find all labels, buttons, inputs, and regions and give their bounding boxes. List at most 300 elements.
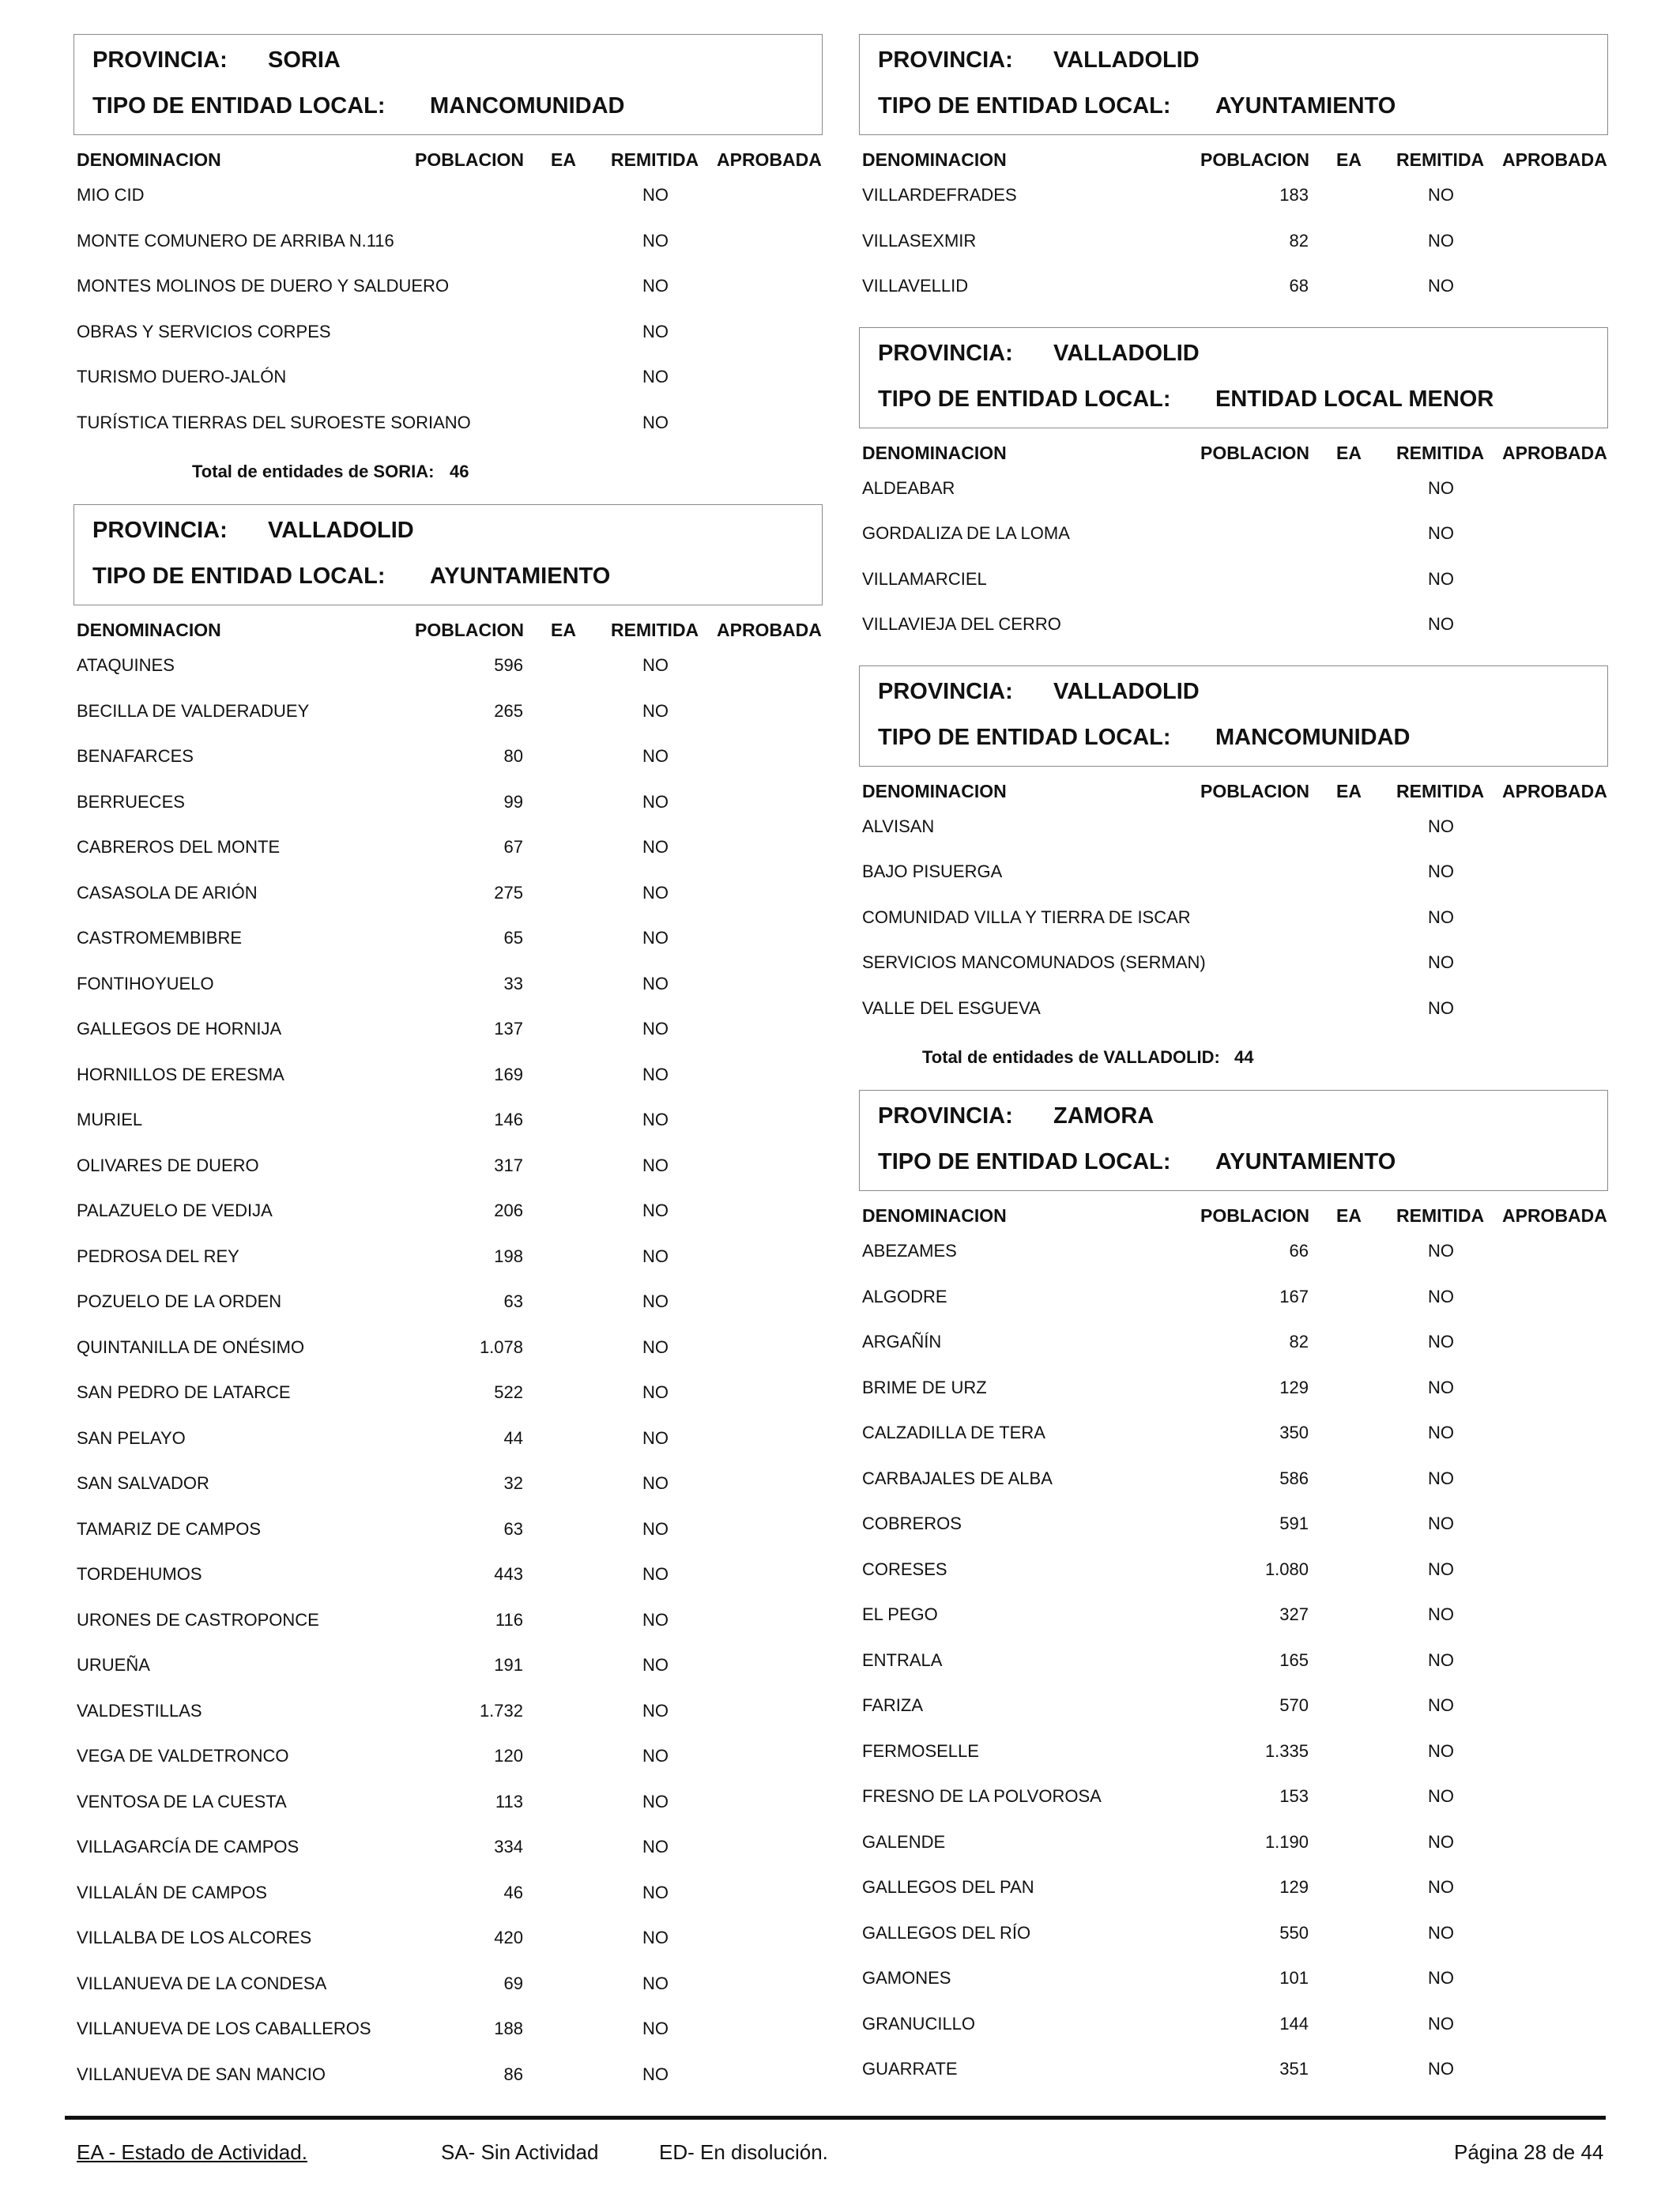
row-remitida: NO: [1428, 952, 1454, 972]
row-poblacion: 570: [1279, 1695, 1309, 1715]
tipo-line: [92, 564, 611, 590]
col-ea: EA: [1336, 442, 1362, 463]
row-poblacion: 169: [494, 1064, 523, 1084]
table-row: [859, 519, 1608, 565]
provincia-line: [878, 678, 1200, 705]
table-row: [73, 1106, 823, 1152]
row-remitida: NO: [642, 973, 669, 993]
row-poblacion: 550: [1279, 1922, 1309, 1943]
row-denominacion: ATAQUINES: [77, 655, 175, 675]
table-row: [73, 742, 823, 788]
row-poblacion: 188: [494, 2019, 523, 2038]
row-remitida: NO: [1428, 2059, 1454, 2079]
row-denominacion: GALLEGOS DE HORNIJA: [77, 1019, 282, 1039]
tipo-label: TIPO DE ENTIDAD LOCAL:: [878, 386, 1171, 412]
row-remitida: NO: [642, 1564, 669, 1584]
tipo-label: TIPO DE ENTIDAD LOCAL:: [878, 1149, 1171, 1174]
table-row: [73, 409, 823, 454]
row-remitida: NO: [642, 791, 669, 812]
provincia-line: [92, 518, 414, 544]
col-denominacion: DENOMINACION: [77, 149, 221, 170]
table-row: [73, 1879, 823, 1924]
col-remitida: REMITIDA: [611, 149, 699, 170]
row-remitida: NO: [642, 1473, 669, 1493]
col-denominacion: DENOMINACION: [77, 620, 221, 640]
row-denominacion: OLIVARES DE DUERO: [77, 1155, 259, 1175]
row-denominacion: SERVICIOS MANCOMUNADOS (SERMAN): [862, 952, 1206, 972]
table-row: [73, 651, 823, 697]
provincia-value: VALLADOLID: [268, 518, 414, 543]
row-poblacion: 165: [1279, 1649, 1309, 1670]
row-remitida: NO: [1428, 1423, 1454, 1442]
row-remitida: NO: [642, 1110, 669, 1129]
row-remitida: NO: [642, 1973, 669, 1993]
row-remitida: NO: [1428, 1786, 1454, 1806]
provincia-value: VALLADOLID: [1053, 678, 1200, 704]
row-denominacion: ENTRALA: [862, 1649, 943, 1670]
row-remitida: NO: [1428, 477, 1454, 498]
tipo-value: MANCOMUNIDAD: [430, 93, 625, 119]
footer-ea-legend: EA - Estado de Actividad.: [77, 2140, 307, 2164]
row-denominacion: BAJO PISUERGA: [862, 861, 1003, 881]
col-remitida: REMITIDA: [1396, 780, 1485, 801]
row-poblacion: 66: [1289, 1241, 1309, 1261]
row-poblacion: 167: [1279, 1286, 1309, 1306]
table-row: [859, 1237, 1608, 1283]
table-row: [73, 833, 823, 879]
row-denominacion: COBREROS: [862, 1514, 962, 1533]
col-denominacion: DENOMINACION: [862, 442, 1007, 463]
table-row: [73, 1061, 823, 1106]
table-row: [859, 1283, 1608, 1329]
row-remitida: NO: [642, 882, 669, 903]
table-row: [73, 879, 823, 925]
row-denominacion: GORDALIZA DE LA LOMA: [862, 523, 1070, 543]
row-remitida: NO: [642, 1655, 669, 1675]
row-denominacion: TURÍSTICA TIERRAS DEL SUROESTE SORIANO: [77, 412, 471, 432]
section-total: [859, 1039, 1608, 1080]
row-remitida: NO: [642, 2019, 669, 2038]
row-remitida: NO: [642, 1291, 669, 1311]
tipo-value: MANCOMUNIDAD: [1215, 724, 1411, 750]
section-total: [73, 454, 823, 495]
row-denominacion: FERMOSELLE: [862, 1740, 979, 1761]
col-remitida: REMITIDA: [611, 620, 699, 640]
row-denominacion: VILLANUEVA DE SAN MANCIO: [77, 2064, 326, 2084]
provincia-value: VALLADOLID: [1053, 340, 1200, 366]
col-remitida: REMITIDA: [1396, 442, 1485, 463]
row-poblacion: 46: [503, 1882, 523, 1902]
table-row: [859, 994, 1608, 1040]
row-poblacion: 350: [1279, 1423, 1309, 1442]
col-ea: EA: [551, 149, 576, 170]
row-denominacion: VILLARDEFRADES: [862, 185, 1017, 205]
row-remitida: NO: [642, 1791, 669, 1811]
row-remitida: NO: [1428, 1831, 1454, 1852]
tipo-label: TIPO DE ENTIDAD LOCAL:: [92, 564, 386, 589]
row-remitida: NO: [642, 230, 669, 251]
row-poblacion: 317: [494, 1155, 523, 1175]
column-headers: [859, 1191, 1608, 1237]
col-poblacion: POBLACION: [1200, 442, 1309, 463]
row-poblacion: 146: [494, 1110, 523, 1129]
row-remitida: NO: [642, 1155, 669, 1175]
row-poblacion: 101: [1279, 1968, 1309, 1988]
row-remitida: NO: [642, 1064, 669, 1084]
row-remitida: NO: [642, 1700, 669, 1721]
row-denominacion: VILLAVIEJA DEL CERRO: [862, 614, 1061, 634]
table-row: [73, 1015, 823, 1061]
row-remitida: NO: [1428, 523, 1454, 543]
row-denominacion: ALDEABAR: [862, 477, 955, 498]
table-row: [859, 1510, 1608, 1555]
row-poblacion: 1.078: [479, 1336, 523, 1357]
col-poblacion: POBLACION: [415, 620, 524, 640]
table-row: [73, 1788, 823, 1834]
row-poblacion: 113: [495, 1791, 523, 1811]
tipo-value: AYUNTAMIENTO: [1215, 93, 1396, 119]
provincia-value: ZAMORA: [1053, 1103, 1155, 1129]
table-row: [859, 948, 1608, 994]
row-poblacion: 420: [494, 1928, 523, 1947]
row-denominacion: BRIME DE URZ: [862, 1377, 987, 1397]
row-remitida: NO: [1428, 1468, 1454, 1488]
col-poblacion: POBLACION: [1200, 149, 1309, 170]
col-poblacion: POBLACION: [1200, 1205, 1309, 1226]
col-ea: EA: [1336, 1205, 1362, 1226]
row-denominacion: OBRAS Y SERVICIOS CORPES: [77, 321, 331, 341]
table-row: [73, 1924, 823, 1970]
total-value: 44: [1234, 1047, 1254, 1067]
col-aprobada: APROBADA: [717, 149, 822, 170]
tipo-line: [92, 93, 625, 119]
row-remitida: NO: [642, 1837, 669, 1857]
row-remitida: NO: [642, 1246, 669, 1266]
provincia-label: PROVINCIA:: [878, 678, 1013, 704]
section-spacer: [73, 495, 823, 504]
table-row: [859, 1964, 1608, 2010]
row-poblacion: 1.732: [479, 1700, 523, 1721]
col-denominacion: DENOMINACION: [862, 1205, 1007, 1226]
row-denominacion: VILLASEXMIR: [862, 230, 977, 251]
table-row: [73, 1287, 823, 1333]
table-row: [73, 1152, 823, 1197]
row-remitida: NO: [642, 1427, 669, 1448]
provincia-line: [92, 47, 341, 74]
row-remitida: NO: [642, 1019, 669, 1039]
tipo-value: AYUNTAMIENTO: [1215, 1149, 1396, 1174]
row-remitida: NO: [1428, 1559, 1454, 1579]
table-row: [73, 1242, 823, 1288]
table-row: [859, 1919, 1608, 1965]
table-row: [73, 1469, 823, 1515]
row-denominacion: URONES DE CASTROPONCE: [77, 1609, 319, 1630]
row-poblacion: 327: [1279, 1604, 1309, 1624]
row-poblacion: 80: [503, 746, 523, 766]
row-denominacion: TURISMO DUERO-JALÓN: [77, 367, 287, 386]
section-spacer: [859, 318, 1608, 327]
table-row: [73, 788, 823, 834]
row-remitida: NO: [1428, 1241, 1454, 1261]
table-row: [73, 1970, 823, 2015]
footer-sa-legend: SA- Sin Actividad: [441, 2140, 599, 2164]
row-remitida: NO: [642, 321, 669, 341]
table-row: [859, 565, 1608, 611]
table-row: [73, 1697, 823, 1743]
row-denominacion: VILLAGARCÍA DE CAMPOS: [77, 1837, 299, 1857]
table-row: [859, 2055, 1608, 2101]
row-denominacion: CASASOLA DE ARIÓN: [77, 882, 258, 903]
table-row: [73, 1378, 823, 1424]
row-poblacion: 82: [1289, 230, 1309, 251]
row-poblacion: 63: [503, 1518, 523, 1539]
row-remitida: NO: [642, 276, 669, 296]
row-remitida: NO: [642, 367, 669, 386]
total-label: Total de entidades de VALLADOLID:: [922, 1047, 1220, 1067]
row-denominacion: BERRUECES: [77, 791, 185, 812]
section-header: [859, 665, 1608, 767]
table-row: [73, 924, 823, 970]
table-row: [73, 697, 823, 743]
row-denominacion: GAMONES: [862, 1968, 951, 1988]
row-denominacion: MIO CID: [77, 185, 145, 205]
table-row: [73, 970, 823, 1016]
row-remitida: NO: [1428, 1604, 1454, 1624]
tipo-label: TIPO DE ENTIDAD LOCAL:: [878, 93, 1171, 119]
col-ea: EA: [551, 620, 576, 640]
row-remitida: NO: [642, 1609, 669, 1630]
row-remitida: NO: [642, 1928, 669, 1947]
table-row: [859, 1374, 1608, 1419]
table-row: [73, 1515, 823, 1561]
row-denominacion: TORDEHUMOS: [77, 1564, 202, 1584]
row-denominacion: CASTROMEMBIBRE: [77, 928, 243, 948]
row-poblacion: 522: [494, 1382, 523, 1402]
row-poblacion: 144: [1279, 2013, 1309, 2034]
col-aprobada: APROBADA: [1502, 1205, 1607, 1226]
col-aprobada: APROBADA: [1502, 780, 1607, 801]
row-remitida: NO: [642, 412, 669, 432]
col-denominacion: DENOMINACION: [862, 149, 1007, 170]
row-denominacion: GALENDE: [862, 1831, 946, 1852]
row-denominacion: MONTES MOLINOS DE DUERO Y SALDUERO: [77, 276, 450, 296]
table-row: [859, 1646, 1608, 1692]
row-denominacion: ALGODRE: [862, 1286, 947, 1306]
table-row: [859, 1328, 1608, 1374]
row-poblacion: 334: [494, 1837, 523, 1857]
row-remitida: NO: [1428, 276, 1454, 296]
column-headers: [859, 135, 1608, 181]
table-row: [73, 1742, 823, 1788]
table-row: [859, 474, 1608, 520]
row-poblacion: 351: [1279, 2059, 1309, 2079]
row-poblacion: 265: [494, 700, 523, 721]
table-row: [73, 2015, 823, 2060]
row-poblacion: 129: [1279, 1877, 1309, 1897]
col-ea: EA: [1336, 149, 1362, 170]
section-spacer: [859, 656, 1608, 665]
row-poblacion: 586: [1279, 1468, 1309, 1488]
col-poblacion: POBLACION: [415, 149, 524, 170]
provincia-line: [878, 47, 1200, 74]
footer-ed-legend: ED- En disolución.: [659, 2140, 828, 2164]
row-denominacion: ABEZAMES: [862, 1241, 957, 1261]
row-denominacion: EL PEGO: [862, 1604, 938, 1624]
table-row: [859, 2010, 1608, 2056]
row-denominacion: URUEÑA: [77, 1655, 150, 1675]
provincia-label: PROVINCIA:: [878, 47, 1013, 73]
row-poblacion: 596: [494, 655, 523, 675]
section-spacer: [859, 1080, 1608, 1090]
footer-divider: [65, 2116, 1606, 2120]
row-denominacion: FARIZA: [862, 1695, 924, 1715]
row-poblacion: 275: [494, 882, 523, 903]
row-poblacion: 67: [503, 837, 523, 857]
table-row: [859, 610, 1608, 656]
table-row: [859, 1737, 1608, 1783]
table-row: [73, 1424, 823, 1470]
provincia-label: PROVINCIA:: [92, 47, 228, 73]
table-row: [859, 812, 1608, 858]
row-poblacion: 206: [494, 1201, 523, 1220]
row-remitida: NO: [1428, 185, 1454, 205]
row-denominacion: HORNILLOS DE ERESMA: [77, 1064, 284, 1084]
table-row: [73, 1197, 823, 1242]
provincia-line: [878, 340, 1200, 367]
row-denominacion: VILLALÁN DE CAMPOS: [77, 1882, 267, 1902]
table-row: [859, 903, 1608, 949]
row-remitida: NO: [1428, 1968, 1454, 1988]
row-remitida: NO: [642, 1746, 669, 1766]
row-denominacion: FRESNO DE LA POLVOROSA: [862, 1786, 1102, 1806]
row-remitida: NO: [642, 746, 669, 766]
table-row: [859, 272, 1608, 318]
row-denominacion: GALLEGOS DEL RÍO: [862, 1922, 1031, 1943]
provincia-label: PROVINCIA:: [878, 1103, 1013, 1129]
row-remitida: NO: [1428, 861, 1454, 881]
col-aprobada: APROBADA: [1502, 149, 1607, 170]
section-header: [859, 327, 1608, 428]
table-row: [859, 1828, 1608, 1874]
table-row: [859, 1555, 1608, 1601]
row-poblacion: 591: [1279, 1514, 1309, 1533]
table-row: [73, 1651, 823, 1697]
row-remitida: NO: [642, 185, 669, 205]
total-label: Total de entidades de SORIA:: [192, 462, 435, 481]
column-headers: [859, 428, 1608, 474]
row-remitida: NO: [642, 1201, 669, 1220]
row-denominacion: VILLANUEVA DE LA CONDESA: [77, 1973, 327, 1993]
row-remitida: NO: [1428, 568, 1454, 589]
row-remitida: NO: [642, 2064, 669, 2084]
row-remitida: NO: [1428, 907, 1454, 927]
row-remitida: NO: [1428, 1286, 1454, 1306]
left-column: [73, 34, 823, 2105]
table-row: [73, 272, 823, 318]
table-row: [859, 1782, 1608, 1828]
row-remitida: NO: [642, 1518, 669, 1539]
row-remitida: NO: [642, 1382, 669, 1402]
row-poblacion: 63: [503, 1291, 523, 1311]
col-ea: EA: [1336, 780, 1362, 801]
row-denominacion: FONTIHOYUELO: [77, 973, 214, 993]
col-remitida: REMITIDA: [1396, 1205, 1485, 1226]
row-denominacion: MONTE COMUNERO DE ARRIBA N.116: [77, 230, 394, 251]
row-poblacion: 116: [495, 1609, 523, 1630]
row-denominacion: GRANUCILLO: [862, 2013, 976, 2034]
row-denominacion: BECILLA DE VALDERADUEY: [77, 700, 310, 721]
row-poblacion: 129: [1279, 1377, 1309, 1397]
row-denominacion: VENTOSA DE LA CUESTA: [77, 1791, 287, 1811]
row-poblacion: 68: [1289, 276, 1309, 296]
row-remitida: NO: [642, 837, 669, 857]
row-denominacion: VILLAMARCIEL: [862, 568, 987, 589]
row-remitida: NO: [1428, 614, 1454, 634]
row-remitida: NO: [642, 1336, 669, 1357]
row-poblacion: 191: [494, 1655, 523, 1675]
page-number: Página 28 de 44: [1454, 2140, 1604, 2164]
row-denominacion: ALVISAN: [862, 816, 935, 836]
table-row: [73, 318, 823, 364]
table-row: [73, 1606, 823, 1652]
section-header: [73, 504, 823, 605]
tipo-label: TIPO DE ENTIDAD LOCAL:: [878, 724, 1171, 750]
column-headers: [859, 767, 1608, 812]
row-poblacion: 99: [503, 791, 523, 812]
row-poblacion: 120: [494, 1746, 523, 1766]
row-denominacion: SAN SALVADOR: [77, 1473, 209, 1493]
tipo-line: [878, 93, 1396, 119]
col-aprobada: APROBADA: [717, 620, 822, 640]
col-denominacion: DENOMINACION: [862, 780, 1007, 801]
col-remitida: REMITIDA: [1396, 149, 1485, 170]
table-row: [859, 1465, 1608, 1510]
section-header: [859, 34, 1608, 135]
col-aprobada: APROBADA: [1502, 442, 1607, 463]
provincia-label: PROVINCIA:: [92, 518, 228, 543]
tipo-value: AYUNTAMIENTO: [430, 564, 611, 589]
row-remitida: NO: [1428, 1514, 1454, 1533]
right-column: [859, 34, 1608, 2101]
table-row: [859, 181, 1608, 227]
row-poblacion: 32: [503, 1473, 523, 1493]
tipo-line: [878, 1149, 1396, 1175]
provincia-line: [878, 1103, 1155, 1129]
provincia-value: VALLADOLID: [1053, 47, 1200, 73]
table-row: [859, 1873, 1608, 1919]
row-poblacion: 137: [494, 1019, 523, 1039]
row-denominacion: VILLALBA DE LOS ALCORES: [77, 1928, 312, 1947]
row-denominacion: BENAFARCES: [77, 746, 194, 766]
table-row: [73, 1833, 823, 1879]
table-row: [73, 1560, 823, 1606]
row-poblacion: 1.190: [1264, 1831, 1309, 1852]
row-denominacion: GUARRATE: [862, 2059, 958, 2079]
provincia-value: SORIA: [268, 47, 341, 73]
table-row: [859, 1691, 1608, 1737]
column-headers: [73, 135, 823, 181]
row-denominacion: CABREROS DEL MONTE: [77, 837, 281, 857]
table-row: [73, 227, 823, 273]
row-remitida: NO: [1428, 1695, 1454, 1715]
row-denominacion: QUINTANILLA DE ONÉSIMO: [77, 1336, 305, 1357]
row-remitida: NO: [1428, 1332, 1454, 1351]
total-value: 46: [450, 462, 469, 481]
tipo-value: ENTIDAD LOCAL MENOR: [1215, 386, 1494, 412]
column-headers: [73, 605, 823, 651]
row-remitida: NO: [1428, 1922, 1454, 1943]
row-denominacion: VALDESTILLAS: [77, 1700, 202, 1721]
